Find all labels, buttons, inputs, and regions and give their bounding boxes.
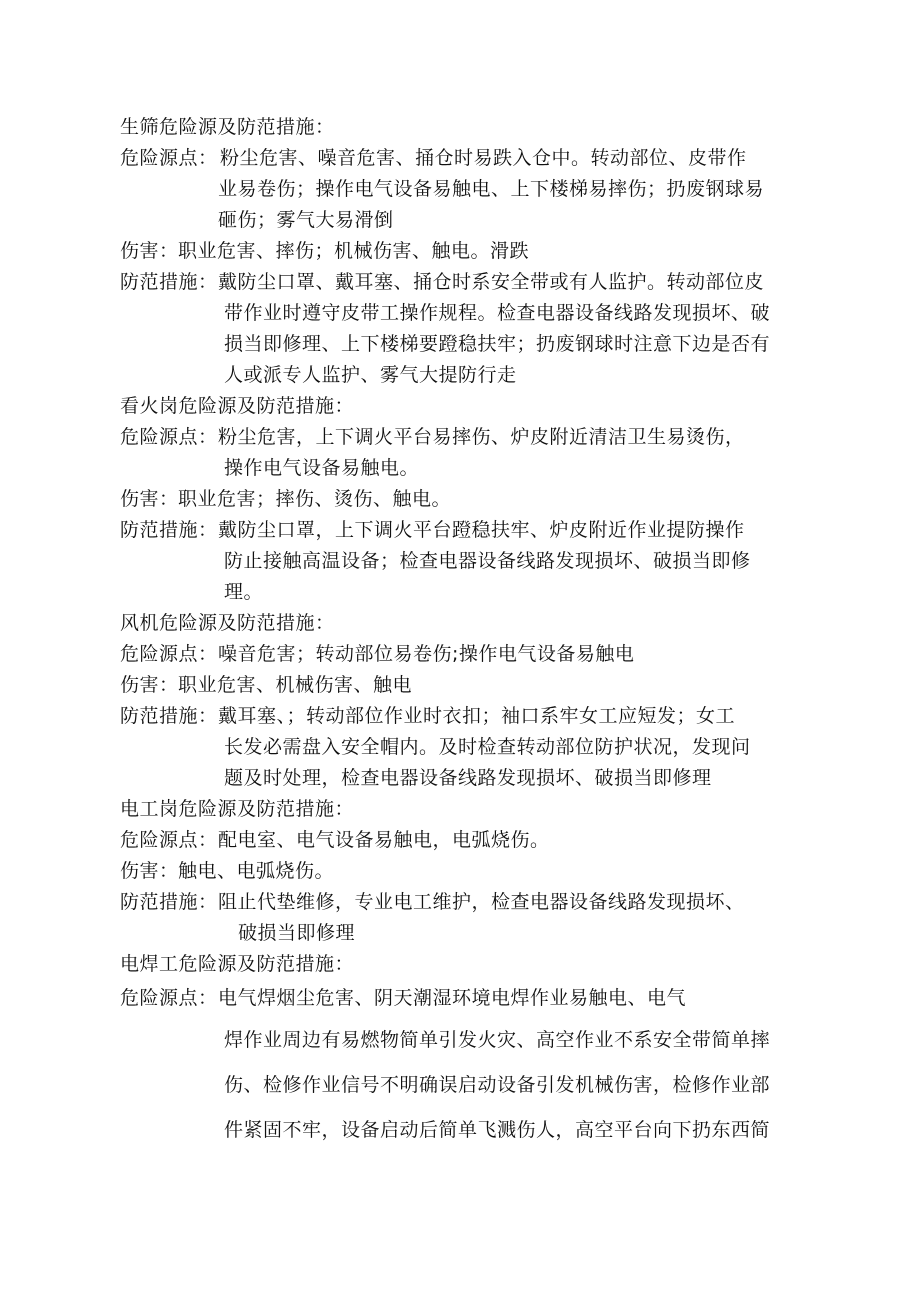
harm-label: 伤害： xyxy=(120,488,179,510)
hazard-label: 危险源点： xyxy=(120,147,218,169)
section-heading: 风机危险源及防范措施： xyxy=(120,612,335,634)
measures-label: 防范措施： xyxy=(120,271,218,293)
harm-text-line: 职业危害、摔伤；机械伤害、触电。滑跌 xyxy=(178,240,530,262)
measures-text-line: 损当即修理、上下楼梯要蹬稳扶牢；扔废钢球时注意下边是否有 xyxy=(224,333,771,355)
measures-text-line: 破损当即修理 xyxy=(238,922,356,944)
measures-text-line: 人或派专人监护、雾气大提防行走 xyxy=(224,364,517,386)
harm-text-line: 职业危害；摔伤、烫伤、触电。 xyxy=(178,488,452,510)
section-heading: 生筛危险源及防范措施： xyxy=(120,116,335,138)
hazard-label: 危险源点： xyxy=(120,643,218,665)
harm-label: 伤害： xyxy=(120,240,179,262)
hazard-label: 危险源点： xyxy=(120,987,218,1009)
measures-text-line: 戴防尘口罩、戴耳塞、捅仓时系安全带或有人监护。转动部位皮 xyxy=(218,271,765,293)
hazard-text-line: 操作电气设备易触电。 xyxy=(224,457,420,479)
hazard-text-line: 焊作业周边有易燃物简单引发火灾、高空作业不系安全带简单摔 xyxy=(224,1029,771,1051)
measures-text-line: 带作业时遵守皮带工操作规程。检查电器设备线路发现损坏、破 xyxy=(224,302,771,324)
hazard-text-line: 砸伤；雾气大易滑倒 xyxy=(218,209,394,231)
measures-label: 防范措施： xyxy=(120,705,218,727)
hazard-text-line: 噪音危害；转动部位易卷伤;操作电气设备易触电 xyxy=(218,643,635,665)
measures-text-line: 防止接触高温设备；检查电器设备线路发现损坏、破损当即修 xyxy=(224,550,751,572)
hazard-label: 危险源点： xyxy=(120,426,218,448)
hazard-text-line: 伤、检修作业信号不明确误启动设备引发机械伤害，检修作业部 xyxy=(224,1074,771,1096)
measures-text-line: 戴防尘口罩，上下调火平台蹬稳扶牢、炉皮附近作业提防操作 xyxy=(218,519,745,541)
measures-text-line: 理。 xyxy=(224,581,264,603)
hazard-text-line: 件紧固不牢，设备启动后简单飞溅伤人，高空平台向下扔东西简 xyxy=(224,1119,771,1141)
measures-text-line: 戴耳塞、；转动部位作业时衣扣；袖口系牢女工应短发；女工 xyxy=(218,705,736,727)
measures-text-line: 题及时处理，检查电器设备线路发现损坏、破损当即修理 xyxy=(224,767,712,789)
hazard-text-line: 粉尘危害，上下调火平台易摔伤、炉皮附近清洁卫生易烫伤， xyxy=(218,426,745,448)
measures-text-line: 阻止代垫维修，专业电工维护，检查电器设备线路发现损坏、 xyxy=(218,891,745,913)
harm-label: 伤害： xyxy=(120,674,179,696)
harm-text-line: 触电、电弧烧伤。 xyxy=(178,860,335,882)
hazard-text-line: 粉尘危害、噪音危害、捅仓时易跌入仓中。转动部位、皮带作 xyxy=(220,147,747,169)
measures-text-line: 长发必需盘入安全帽内。及时检查转动部位防护状况，发现问 xyxy=(224,736,751,758)
hazard-text-line: 配电室、电气设备易触电，电弧烧伤。 xyxy=(218,829,550,851)
measures-label: 防范措施： xyxy=(120,519,218,541)
section-heading: 电焊工危险源及防范措施： xyxy=(120,953,355,975)
hazard-label: 危险源点： xyxy=(120,829,218,851)
harm-text-line: 职业危害、机械伤害、触电 xyxy=(178,674,413,696)
measures-label: 防范措施： xyxy=(120,891,218,913)
hazard-text-line: 电气焊烟尘危害、阴天潮湿环境电焊作业易触电、电气 xyxy=(218,987,687,1009)
section-heading: 电工岗危险源及防范措施： xyxy=(120,798,355,820)
section-heading: 看火岗危险源及防范措施： xyxy=(120,395,355,417)
harm-label: 伤害： xyxy=(120,860,179,882)
hazard-text-line: 业易卷伤；操作电气设备易触电、上下楼梯易摔伤；扔废钢球易 xyxy=(218,178,765,200)
